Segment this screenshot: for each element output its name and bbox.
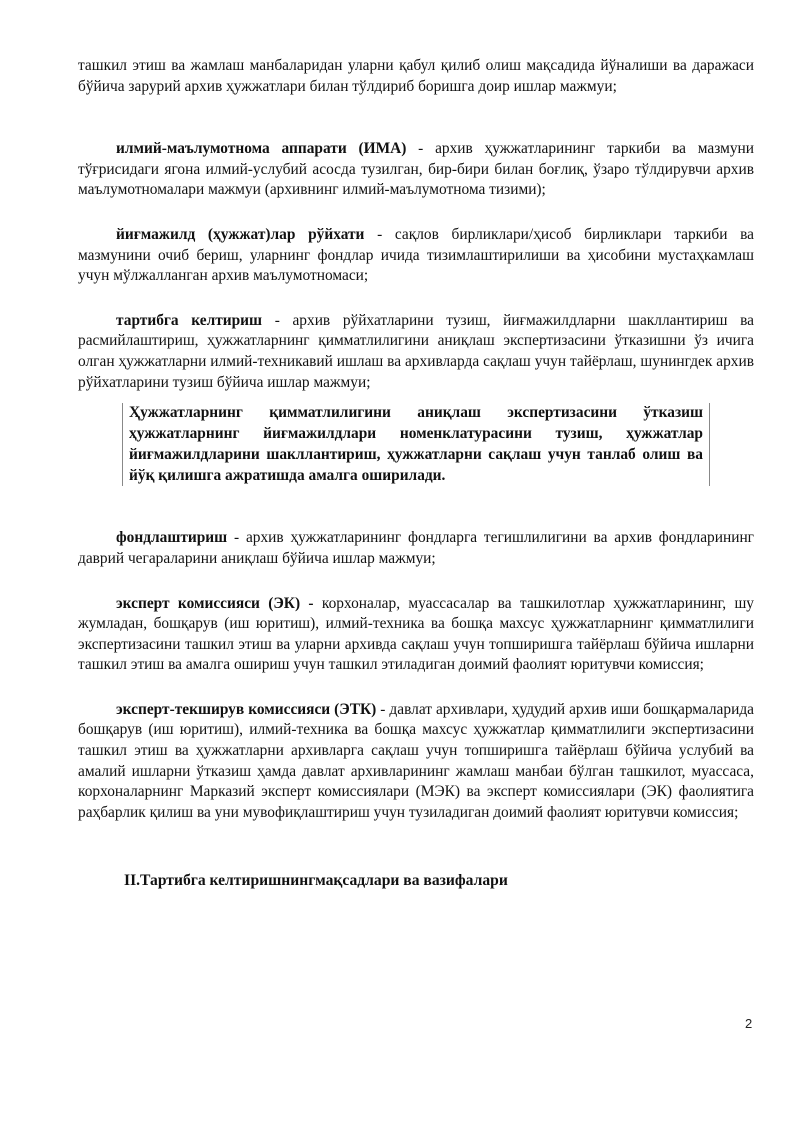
definition-text: - архив ҳужжатларининг таркиби ва мазмуни тўғрисидаги ягона илмий-услубий асосда тузилган, бир-бири билан боғлиқ, ўзаро тўлдирувчи архив маълумотномалари мажмуи (архивнинг илмий-маълумотнома тизими); — [78, 140, 755, 199]
spacer — [78, 393, 754, 403]
definition-term: эксперт-текширув комиссияси (ЭТК) — [116, 700, 377, 718]
page-number: 2 — [745, 1016, 753, 1031]
definition-term: йиғмажилд (ҳужжат)лар рўйхати — [116, 225, 365, 243]
definition-text: - архив ҳужжатларининг фондларга тегишлилигини ва архив фондларининг даврий чегараларини аниқлаш бўйича ишлар мажмуи; — [78, 529, 754, 567]
spacer — [78, 570, 754, 594]
intro-paragraph: ташкил этиш ва жамлаш манбаларидан уларни қабул қилиб олиш мақсадида йўналиши ва даражаси бўйича зарурий архив ҳужжатлари билан тўлдириб боришга доир ишлар мажмуи; — [78, 57, 754, 95]
definition-expert-review-commission — [78, 700, 754, 824]
document-page — [78, 56, 754, 892]
spacer — [78, 97, 754, 139]
definition-ima — [78, 139, 754, 201]
definition-term: эксперт комиссияси (ЭК) - — [116, 594, 314, 612]
definition-term: илмий-маълумотнома аппарати (ИМА) — [116, 140, 407, 158]
definition-text: - архив рўйхатларини тузиш, йиғмажилдларни шакллантириш ва расмийлаштириш, ҳужжатларнинг қимматлилигини аниқлаш экспертизасини ўтказишни ўз ичига олган ҳужжатларни илмий-техникавий ишлаш ва архивларда сақлаш учун тайёрлаш, шунингдек архив рўйхатларини тузиш бўйича ишлар мажмуи; — [78, 311, 754, 391]
definition-term: фондлаштириш — [116, 529, 228, 547]
spacer — [78, 823, 754, 871]
spacer — [78, 201, 754, 225]
definition-text: корхоналар, муассасалар ва ташкилотлар ҳужжатларининг, шу жумладан, бошқарув (иш юритиш), илмий-техника ва бошқа махсус ҳужжатларнинг қимматлилиги экспертизасини ташкил этиш ва уларни архивда сақлаш учун топширишга тайёрлаш бўйича ишларни ташкил этиш ва амалга ошириш учун ташкил этиладиган доимий фаолият юритувчи комиссия; — [78, 594, 754, 674]
definition-term: тартибга келтириш — [116, 311, 263, 329]
definition-arrangement — [78, 311, 754, 393]
definition-text: - сақлов бирликлари/ҳисоб бирликлари таркиби ва мазмунини очиб бериш, уларнинг фондлар ичида тизимлаштирилиши ва ҳисобини мустаҳкамлаш учун мўлжалланган архив маълумотномаси; — [78, 225, 754, 285]
spacer — [78, 287, 754, 311]
spacer — [78, 676, 754, 700]
definition-file-list — [78, 225, 754, 287]
definition-fonding — [78, 528, 754, 569]
spacer — [78, 486, 754, 528]
definition-text: - давлат архивлари, ҳудудий архив иши бошқармаларида бошқарув (иш юритиш), илмий-техника ва бошқа махсус ҳужжатлар қимматлилиги экспертизасини ташкил этиш ва ҳужжатларни архивларга сақлаш учун топширишга тайёрлаш бўйича услубий ва амалий ишларни ўтказиш ҳамда давлат архивларининг жамлаш манбаи бўлган ташкилот, муассаса, корхоналарнинг Марказий эксперт комиссиялари (МЭК) ва эксперт комиссиялари (ЭК) фаолиятига раҳбарлик қилиш ва уни мувофиқлаштириш учун тузиладиган доимий фаолият юритувчи комиссия; — [78, 700, 754, 821]
definition-expert-commission — [78, 594, 754, 676]
note-box — [122, 403, 710, 486]
section-heading: II.Тартибга келтиришнингмақсадлари ва вазифалари — [124, 872, 508, 890]
note-text: Ҳужжатларнинг қимматлилигини аниқлаш экспертизасини ўтказиш ҳужжатларнинг йиғмажилдлари номенклатурасини тузиш, ҳужжатлар йиғмажилдларини шакллантириш, ҳужжатларни сақлаш учун танлаб олиш ва йўқ қилишга ажратишда амалга оширилади. — [129, 404, 703, 484]
